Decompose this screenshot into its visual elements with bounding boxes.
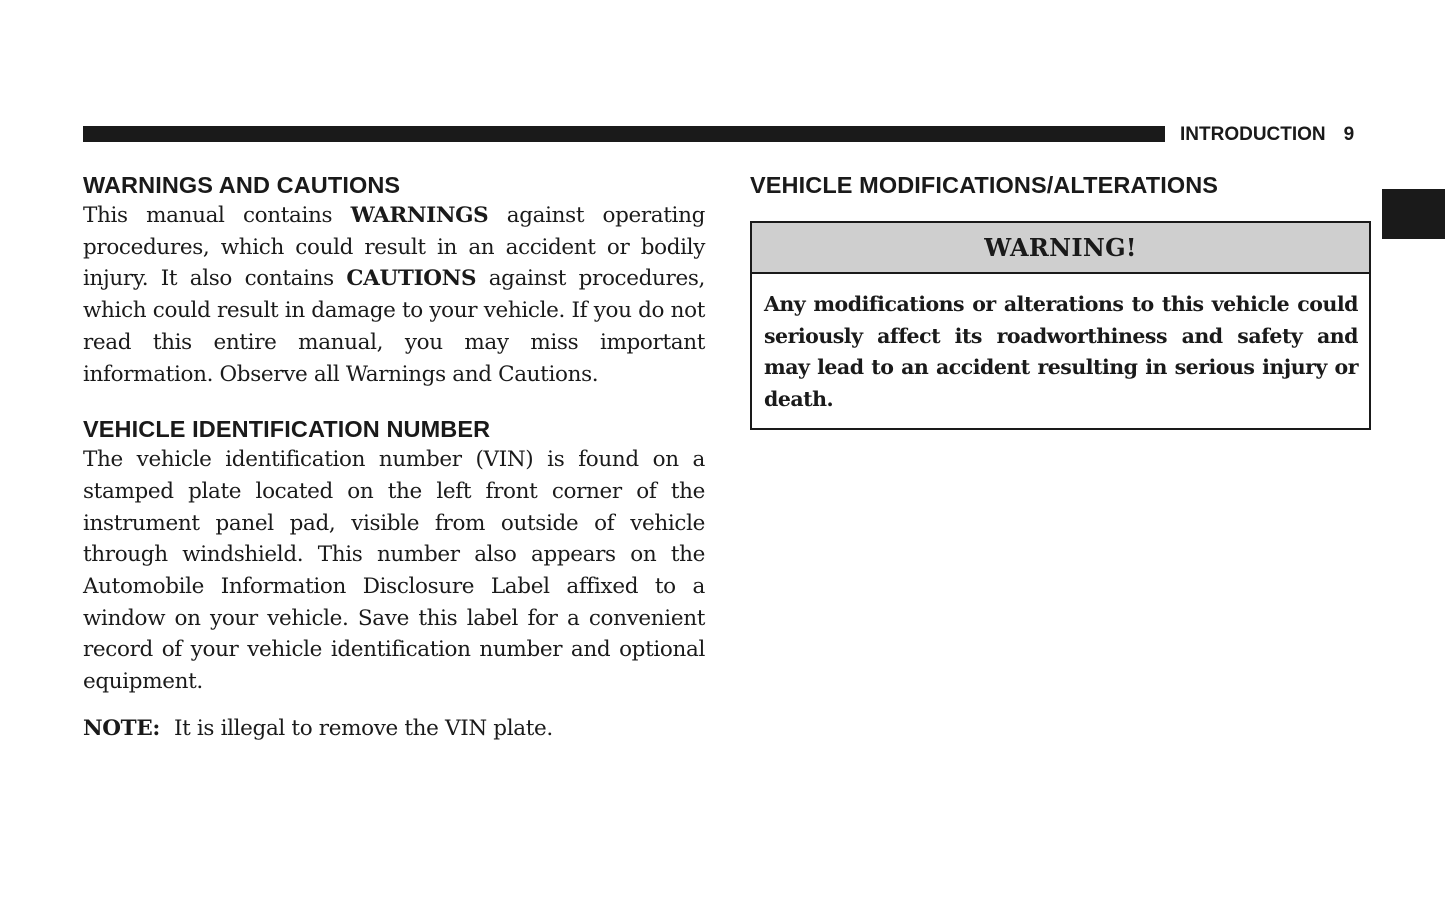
warnings-cautions-paragraph xyxy=(83,200,705,390)
warning-text: Any modifications or alterations to this vehicle could seriously affect its roadworthiness and safety and may lead to an accident resulting in serious injury or death. xyxy=(764,292,1358,412)
paragraph-text: against operating procedures, which could result in an accident or bodily injury. It also contains xyxy=(83,203,705,292)
cautions-emphasis: CAUTIONS xyxy=(346,266,477,292)
warnings-cautions-heading: WARNINGS AND CAUTIONS xyxy=(83,172,401,198)
paragraph-text: against procedures, which could result in damage to your vehicle. If you do not read this entire manual, you may miss important information. Observe all Warnings and Cautions. xyxy=(83,266,705,387)
header-rule-bar xyxy=(83,126,1165,142)
note-text: It is illegal to remove the VIN plate. xyxy=(173,715,553,741)
note-label: NOTE: xyxy=(83,715,160,741)
right-column xyxy=(750,170,1371,430)
vin-heading: VEHICLE IDENTIFICATION NUMBER xyxy=(83,416,491,443)
warnings-emphasis: WARNINGS xyxy=(350,203,489,228)
page-number: 9 xyxy=(1343,124,1355,145)
modifications-heading: VEHICLE MODIFICATIONS/ALTERATIONS xyxy=(750,172,1219,198)
vin-paragraph: The vehicle identification number (VIN) is found on a stamped plate located on the left front corner of the instrument panel pad, visible from outside of vehicle through windshield. This number also appears on the Automobile Information Disclosure Label affixed to a window on your vehicle. Save this label for a convenient record of your vehicle identification number and optional equipment. xyxy=(83,447,705,695)
section-title: INTRODUCTION xyxy=(1180,124,1326,145)
warning-box xyxy=(750,221,1371,430)
note xyxy=(83,713,705,745)
paragraph-text: This manual contains xyxy=(83,203,351,228)
left-column xyxy=(83,170,705,745)
running-head xyxy=(1180,123,1354,147)
warning-title: WARNING! xyxy=(752,223,1369,274)
chapter-thumb-tab xyxy=(1382,189,1445,239)
